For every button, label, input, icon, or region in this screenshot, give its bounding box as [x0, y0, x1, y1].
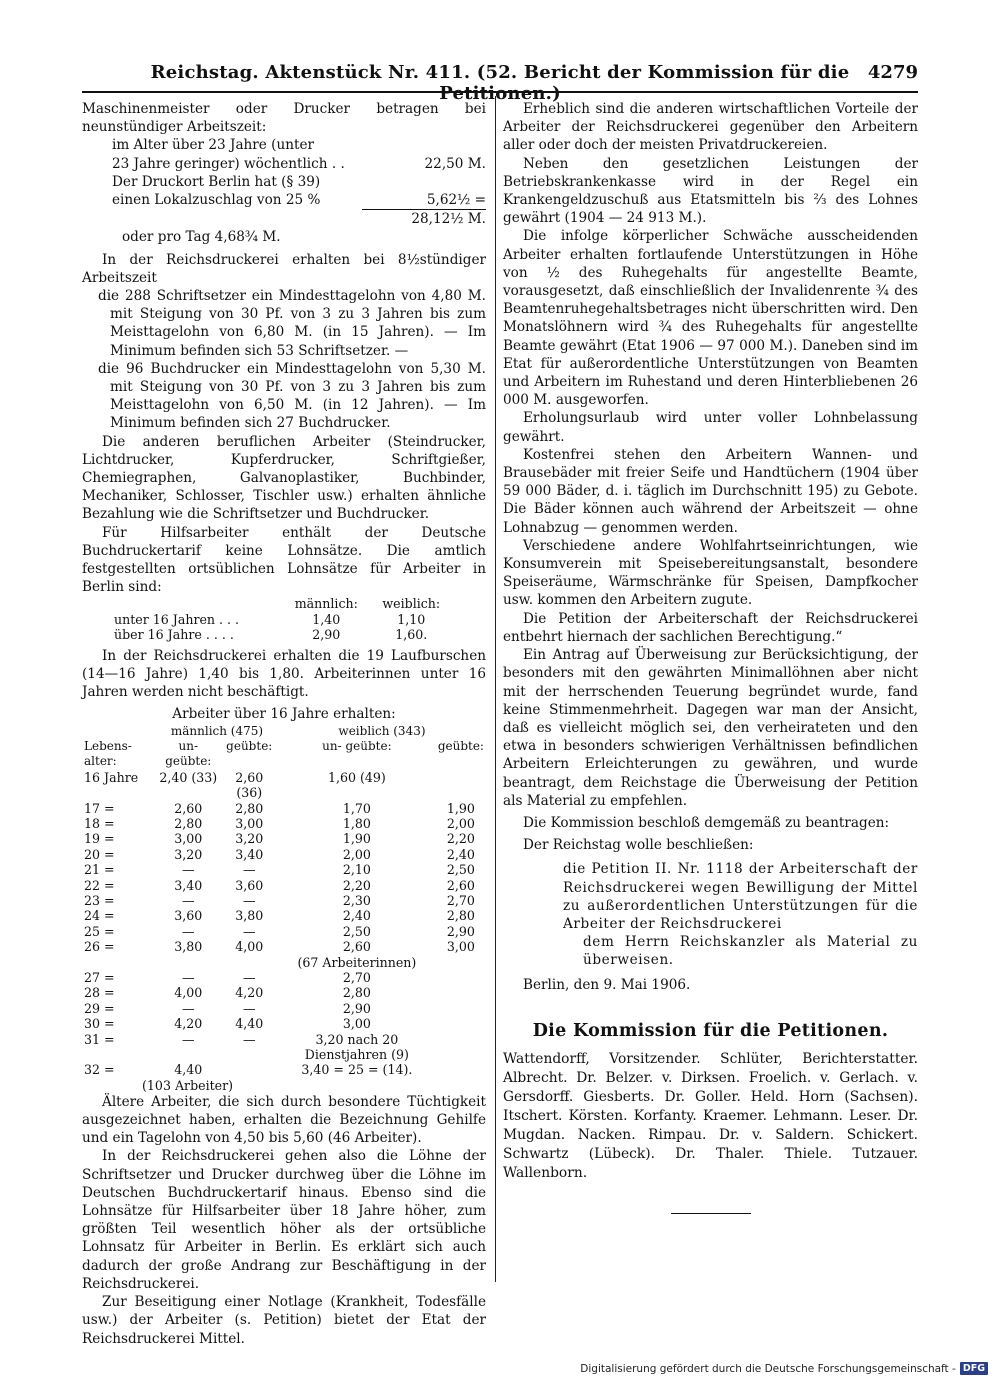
table-cell: 23 =: [84, 892, 115, 908]
paragraph: Die Kommission beschloß demgemäß zu beantragen:: [523, 814, 890, 831]
wage-text: einen Lokalzuschlag von 25 %: [112, 192, 321, 209]
wage-line: [82, 136, 486, 154]
end-rule: [671, 1213, 751, 1214]
table-cell: 3,20 nach 20 Dienstjahren (9): [304, 1031, 409, 1063]
table-cell: 1,60.: [395, 627, 428, 643]
age-table-body: [82, 770, 486, 1078]
table-cell: [82, 955, 156, 970]
table-header: weiblich:: [382, 596, 441, 612]
table-cell: 1,60 (49): [327, 769, 386, 785]
paragraph: In der Reichsdruckerei erhalten die 19 Laufburschen (14—16 Jahre) 1,40 bis 1,80. Arbeiterinnen unter 16 Jahren werden nicht beschäftigt.: [82, 647, 486, 701]
table-cell: 1,90: [446, 800, 475, 816]
paragraph: Neben den gesetzlichen Leistungen der Betriebskrankenkasse wird in der Regel ein Krankengeldzuschuß aus Etatsmitteln bis ⅔ des Lohnes gewährt (1904 — 24 913 M.).: [503, 155, 918, 227]
table-cell: —: [181, 1031, 195, 1047]
paragraph: Die anderen beruflichen Arbeiter (Steindrucker, Lichtdrucker, Kupferdrucker, Schriftgießer, Chemiegraphen, Galvanoplastiker, Buchbinder, Mechaniker, Schlosser, Tischler usw.) erhalten ähnliche Bezahlung wie die Schriftsetzer und Buchdrucker.: [82, 433, 486, 523]
table-cell: 1,10: [397, 611, 426, 627]
table-cell: 3,00: [174, 831, 203, 847]
table-cell: [156, 955, 221, 970]
table-row: [112, 612, 452, 627]
paragraph: Zur Beseitigung einer Notlage (Krankheit, Todesfälle usw.) der Arbeiter (s. Petition) bietet der Etat der Reichsdruckerei Mittel.: [82, 1294, 486, 1347]
wage-text: im Alter über 23 Jahre (unter: [112, 137, 314, 154]
table-cell: —: [242, 1000, 256, 1016]
table-cell: 2,60: [342, 939, 371, 955]
table-header: geübte:: [226, 738, 273, 753]
table-cell: [436, 970, 486, 985]
table-cell: 21 =: [84, 862, 115, 878]
table-cell: 3,40: [235, 846, 264, 862]
page-number: 4279: [867, 62, 918, 83]
table-row: [82, 770, 486, 801]
table-cell: [436, 770, 486, 801]
table-cell: 26 =: [84, 939, 115, 955]
table-cell: —: [242, 1031, 256, 1047]
table-cell: 2,50: [446, 862, 475, 878]
table-cell: 4,40: [174, 1062, 203, 1078]
table-row: [82, 955, 486, 970]
table-cell: —: [181, 923, 195, 939]
table-cell: 2,20: [446, 831, 475, 847]
table-cell: 3,40 = 25 = (14).: [301, 1062, 413, 1078]
table-cell: [436, 955, 486, 970]
table-cell: 2,60: [174, 800, 203, 816]
wage-table-berlin: [112, 596, 452, 642]
paragraph: die 96 Buchdrucker ein Mindesttagelohn von 5,30 M. mit Steigung von 30 Pf. von 3 zu 3 Jahren bis zum Meisttagelohn von 6,50 M. (in 12 Jahren). — Im Minimum befinden sich 27 Buchdrucker.: [98, 360, 486, 432]
signatories: Wattendorff, Vorsitzender. Schlüter, Berichterstatter. Albrecht. Dr. Belzer. v. Dirksen. Froelich. v. Gerlach. v. Gersdorff. Giesberts. Dr. Goller. Held. Horn (Sachsen). Itschert. Körsten. Korfanty. Kraemer. Lehmann. Leser. Dr. Mugdan. Nacken. Rimpau. Dr. v. Saldern. Schickert. Schwartz (Lübeck). Dr. Thaler. Thiele. Tutzauer. Wallenborn.: [503, 1050, 918, 1181]
table-row: [82, 878, 486, 893]
table-row: [82, 939, 486, 954]
wage-text: 23 Jahre geringer) wöchentlich . .: [112, 155, 345, 172]
table-cell: [436, 1001, 486, 1016]
table-cell: [112, 596, 282, 611]
table-cell: 17 =: [84, 800, 115, 816]
table-cell: 2,20: [342, 877, 371, 893]
table-cell: 2,00: [342, 846, 371, 862]
table-cell: 3,00: [342, 1016, 371, 1032]
footer: [580, 1362, 988, 1375]
table-cell: 19 =: [84, 831, 115, 847]
table-cell: [436, 1032, 486, 1063]
table-cell: 20 =: [84, 846, 115, 862]
table-cell: 2,70: [342, 970, 371, 986]
table-cell: 16 Jahre: [84, 769, 139, 785]
table-row: [82, 816, 486, 831]
table-cell: 3,60: [174, 908, 203, 924]
table-cell: 2,10: [342, 862, 371, 878]
paragraph: Der Reichstag wolle beschließen:: [523, 837, 754, 854]
table-cell: 18 =: [84, 815, 115, 831]
table-row: [82, 1001, 486, 1016]
table-header: geübte:: [437, 738, 484, 753]
table-cell: 4,00: [174, 985, 203, 1001]
table-header: [82, 724, 156, 739]
table-cell: 2,60: [446, 877, 475, 893]
paragraph: Maschinenmeister oder Drucker betragen bei neunstündiger Arbeitszeit:: [82, 101, 486, 136]
table-cell: [436, 1062, 486, 1077]
table-header-row: [112, 596, 452, 611]
table-row: [82, 862, 486, 877]
table-cell: 3,80: [235, 908, 264, 924]
table-cell: —: [242, 862, 256, 878]
table-row: [82, 801, 486, 816]
table-cell: (67 Arbeiterinnen): [297, 954, 417, 970]
table-cell: 2,80: [446, 908, 475, 924]
wage-text: Der Druckort Berlin hat (§ 39): [112, 173, 321, 190]
paragraph: In der Reichsdruckerei erhalten bei 8½stündiger Arbeitszeit: [82, 251, 486, 286]
wage-line: [82, 155, 486, 173]
paragraph: die 288 Schriftsetzer ein Mindesttagelohn von 4,80 M. mit Steigung von 30 Pf. von 3 zu 3 Jahren bis zum Meisttagelohn von 6,80 M. (in 15 Jahren). — Im Minimum befinden sich 53 Schriftsetzer. —: [98, 288, 486, 359]
table-cell: 2,40: [446, 846, 475, 862]
table-cell: 2,50: [342, 923, 371, 939]
wage-value: 5,62½ =: [426, 192, 486, 209]
table-cell: 2,80: [235, 800, 264, 816]
table-cell: 3,60: [235, 877, 264, 893]
table-row: [82, 924, 486, 939]
wage-sum: 28,12½ M.: [362, 209, 486, 228]
table-row: [82, 970, 486, 985]
paragraph: Ältere Arbeiter, die sich durch besondere Tüchtigkeit ausgezeichnet haben, erhalten die Bezeichnung Gehilfe und ein Tagelohn von 4,50 bis 5,60 (46 Arbeiter).: [82, 1093, 486, 1147]
table-row: [82, 1032, 486, 1063]
paragraph: In der Reichsdruckerei gehen also die Löhne der Schriftsetzer und Drucker durchweg über die Löhne im Deutschen Buchdruckertarif hinaus. Ebenso sind die Lohnsätze für Hilfsarbeiter über 18 Jahre höher, zum größten Teil wesentlich höher als der ortsübliche Lohnsatz für Arbeiter in Berlin. Es erklärt sich auch dadurch der große Andrang zur Beschäftigung in der Reichsdruckerei.: [82, 1148, 486, 1292]
table-cell: 1,40: [312, 611, 341, 627]
table-cell: 29 =: [84, 1000, 115, 1016]
wage-line: [82, 173, 486, 191]
table-row: [82, 908, 486, 923]
table-row: [82, 985, 486, 1000]
column-separator: [495, 96, 496, 1282]
table-cell: 3,40: [174, 877, 203, 893]
table-cell: 3,20: [235, 831, 264, 847]
table-row: [82, 1016, 486, 1031]
left-column: [82, 100, 486, 1348]
table-cell: —: [242, 970, 256, 986]
table-cell: —: [242, 923, 256, 939]
table-row: [82, 847, 486, 862]
motion-text: dem Herrn Reichskanzler als Material zu überweisen.: [583, 934, 918, 969]
table-cell: 2,90: [312, 627, 341, 643]
paragraph: Die infolge körperlicher Schwäche ausscheidenden Arbeiter erhalten fortlaufende Unterstützungen in Höhe von ½ des Ruhegehalts für angestellte Beamte, vorausgesetzt, daß einschließlich der Invalidenrente ¾ des Beamtenruhegehaltsbetrages nicht überschritten wird. Den Monatslöhnern wird ¾ des Ruhegehalts für angestellte Beamte gewährt (Etat 1906 — 97 000 M.). Daneben sind im Etat für außerordentliche Unterstützungen von Beamten und Arbeitern im Ruhestand und deren Hinterbliebenen 26 000 M. ausgeworfen.: [503, 228, 918, 409]
commission-title: Die Kommission für die Petitionen.: [532, 1020, 889, 1041]
table-cell: 1,80: [342, 815, 371, 831]
table-cell: 25 =: [84, 923, 115, 939]
table-cell: [436, 985, 486, 1000]
table-header: un- geübte:: [322, 738, 392, 753]
table-row: [112, 627, 452, 642]
paragraph: Erheblich sind die anderen wirtschaftlichen Vorteile der Arbeiter der Reichsdruckerei gegenüber den Arbeitern aller oder doch der meisten Privatdruckereien.: [503, 101, 918, 154]
table-header-row: [82, 739, 486, 770]
table-cell: 31 =: [84, 1031, 115, 1047]
paragraph: Die Petition der Arbeiterschaft der Reichsdruckerei entbehrt hiernach der sachlichen Berechtigung.“: [503, 610, 918, 645]
table-cell: 32 =: [84, 1062, 115, 1078]
table-header-group: männlich (475): [170, 723, 264, 738]
table-cell: 2,60 (36): [235, 769, 264, 801]
table-cell: —: [242, 892, 256, 908]
table-cell: über 16 Jahre . . . .: [114, 627, 234, 643]
table-cell: 4,00: [235, 939, 264, 955]
table-cell: 2,90: [342, 1000, 371, 1016]
table-cell: 24 =: [84, 908, 115, 924]
motion-text: die Petition II. Nr. 1118 der Arbeiterschaft der Reichsdruckerei wegen Bewilligung der Mittel zu außerordentlichen Unterstützungen für die Arbeiter der Reichsdruckerei: [563, 861, 918, 932]
table-row: [82, 1062, 486, 1077]
table-cell: 3,20: [174, 846, 203, 862]
paragraph: Kostenfrei stehen den Arbeitern Wannen- und Brausebäder mit freier Seife und Handtüchern (1904 über 59 000 Bäder, d. i. täglich im Durchschnitt 195) zu Gebote. Die Bäder können auch während der Arbeitszeit — ohne Lohnabzug — genommen werden.: [503, 446, 918, 536]
header-rule: [82, 91, 918, 93]
table-cell: 4,20: [174, 1016, 203, 1032]
table-header-group: weiblich (343): [338, 723, 426, 738]
table-cell: —: [181, 862, 195, 878]
table-cell: [221, 1062, 278, 1077]
header-title: Reichstag. Aktenstück Nr. 411. (52. Bericht der Kommission für die Petitionen.): [150, 62, 850, 104]
footer-text: Digitalisierung gefördert durch die Deutsche Forschungsgemeinschaft -: [580, 1362, 956, 1375]
right-column: [503, 100, 918, 1214]
dfg-logo-icon: DFG: [960, 1362, 988, 1375]
table-cell: 1,70: [342, 800, 371, 816]
table-cell: —: [181, 1000, 195, 1016]
table-cell: 2,90: [446, 923, 475, 939]
table-cell: —: [181, 892, 195, 908]
table-title: Arbeiter über 16 Jahre erhalten:: [172, 706, 396, 723]
table-cell: 2,70: [446, 892, 475, 908]
table-group-row: [82, 724, 486, 739]
table-cell: 30 =: [84, 1016, 115, 1032]
table-cell: 28 =: [84, 985, 115, 1001]
table-cell: 3,80: [174, 939, 203, 955]
table-header: Lebens- alter:: [84, 738, 132, 769]
table-cell: 2,40: [342, 908, 371, 924]
paragraph: Ein Antrag auf Überweisung zur Berücksichtigung, der besonders mit den gewährten Minimallöhnen aber nicht mit der herrschenden Teuerung begründet wurde, fand keine Stimmenmehrheit. Dagegen war man der Ansicht, daß es vielleicht möglich sei, den verheirateten und den etwa in besonders schwierigen Verhältnissen befindlichen Arbeitern Erleichterungen zu gewähren, und wurde beantragt, dem Reichstage die Überweisung der Petition als Material zu empfehlen.: [503, 647, 918, 809]
table-cell: unter 16 Jahren . . .: [114, 611, 240, 627]
table-cell: 2,00: [446, 815, 475, 831]
table-cell: 22 =: [84, 877, 115, 893]
table-cell: 1,90: [342, 831, 371, 847]
table-cell: 3,00: [446, 939, 475, 955]
paragraph: Für Hilfsarbeiter enthält der Deutsche Buchdruckertarif keine Lohnsätze. Die amtlich festgestellten ortsüblichen Lohnsätze für Arbeiter in Berlin sind:: [82, 524, 486, 596]
table-row: [82, 831, 486, 846]
table-cell: 3,00: [235, 815, 264, 831]
age-wage-table: [82, 724, 486, 1078]
table-cell: 2,30: [342, 892, 371, 908]
table-cell: 2,80: [174, 815, 203, 831]
per-day: oder pro Tag 4,68¾ M.: [122, 229, 281, 246]
table-cell: 2,40 (33): [159, 769, 218, 785]
table-row: [82, 893, 486, 908]
wage-value: 22,50 M.: [424, 155, 486, 172]
table-cell: 4,40: [235, 1016, 264, 1032]
table-cell: —: [181, 970, 195, 986]
date-line: Berlin, den 9. Mai 1906.: [523, 976, 691, 993]
table-cell: 27 =: [84, 970, 115, 986]
table-cell: 4,20: [235, 985, 264, 1001]
table-cell: 2,80: [342, 985, 371, 1001]
table-header: un- geübte:: [165, 738, 212, 769]
table-cell: [436, 1016, 486, 1031]
paragraph: Erholungsurlaub wird unter voller Lohnbelassung gewährt.: [503, 410, 918, 445]
table-footnote: (103 Arbeiter): [142, 1077, 234, 1093]
page-header: [82, 62, 918, 104]
wage-line: [82, 191, 486, 209]
table-cell: [221, 955, 278, 970]
paragraph: Verschiedene andere Wohlfahrtseinrichtungen, wie Konsumverein mit Speisebereitungsanstalt, besondere Speiseräume, Wärmschränke für Speisen, Dampfkocher usw. kommen den Arbeitern zugute.: [503, 537, 918, 609]
table-header: männlich:: [294, 596, 358, 612]
